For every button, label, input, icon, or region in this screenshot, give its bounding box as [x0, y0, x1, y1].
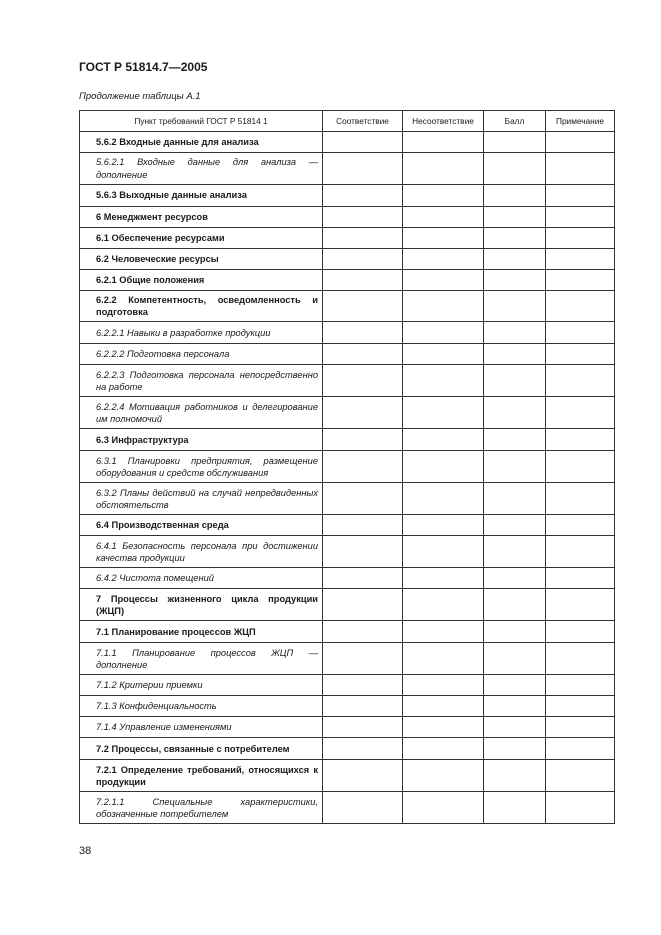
table-row [80, 322, 615, 344]
note-cell [546, 132, 615, 153]
score-cell [484, 696, 546, 717]
requirement-cell: 7 Процессы жизненного цикла продукции (ЖЦП) [80, 589, 323, 621]
compliance-cell [323, 429, 403, 451]
requirement-cell: 7.1.4 Управление изменениями [80, 717, 323, 738]
score-cell [484, 249, 546, 270]
noncompliance-cell [403, 515, 484, 536]
table-row [80, 397, 615, 429]
requirement-cell: 7.2 Процессы, связанные с потребителем [80, 738, 323, 760]
requirement-cell: 5.6.2.1 Входные данные для анализа — дополнение [80, 153, 323, 185]
note-cell [546, 675, 615, 696]
noncompliance-cell [403, 717, 484, 738]
note-cell [546, 185, 615, 207]
noncompliance-cell [403, 291, 484, 322]
note-cell [546, 365, 615, 397]
compliance-cell [323, 536, 403, 568]
score-cell [484, 738, 546, 760]
note-cell [546, 717, 615, 738]
table-row [80, 738, 615, 760]
noncompliance-cell [403, 365, 484, 397]
score-cell [484, 365, 546, 397]
note-cell [546, 792, 615, 824]
requirement-cell: 6.2.1 Общие положения [80, 270, 323, 291]
table-row [80, 717, 615, 738]
note-cell [546, 760, 615, 792]
noncompliance-cell [403, 270, 484, 291]
noncompliance-cell [403, 207, 484, 228]
requirement-cell: 7.1.3 Конфиденциальность [80, 696, 323, 717]
score-cell [484, 291, 546, 322]
noncompliance-cell [403, 696, 484, 717]
table-row [80, 792, 615, 824]
score-cell [484, 717, 546, 738]
compliance-cell [323, 207, 403, 228]
note-cell [546, 429, 615, 451]
noncompliance-cell [403, 132, 484, 153]
requirement-cell: 6.3.1 Планировки предприятия, размещение оборудования и средств обслуживания [80, 451, 323, 483]
score-cell [484, 621, 546, 643]
score-cell [484, 792, 546, 824]
requirements-table [79, 110, 615, 824]
score-cell [484, 207, 546, 228]
score-cell [484, 429, 546, 451]
table-row [80, 291, 615, 322]
table-row [80, 515, 615, 536]
score-cell [484, 483, 546, 515]
noncompliance-cell [403, 792, 484, 824]
table-row [80, 207, 615, 228]
noncompliance-cell [403, 621, 484, 643]
score-cell [484, 515, 546, 536]
note-cell [546, 568, 615, 589]
compliance-cell [323, 483, 403, 515]
table-row [80, 451, 615, 483]
noncompliance-cell [403, 397, 484, 429]
table-row [80, 270, 615, 291]
score-cell [484, 397, 546, 429]
compliance-cell [323, 153, 403, 185]
noncompliance-cell [403, 536, 484, 568]
table-row [80, 153, 615, 185]
compliance-cell [323, 643, 403, 675]
page-number: 38 [79, 845, 92, 857]
requirement-cell: 6.3.2 Планы действий на случай непредвиденных обстоятельств [80, 483, 323, 515]
requirement-cell: 7.1.1 Планирование процессов ЖЦП — дополнение [80, 643, 323, 675]
compliance-cell [323, 344, 403, 365]
compliance-cell [323, 760, 403, 792]
requirement-cell: 7.1 Планирование процессов ЖЦП [80, 621, 323, 643]
compliance-cell [323, 717, 403, 738]
noncompliance-cell [403, 185, 484, 207]
compliance-cell [323, 270, 403, 291]
requirement-cell: 6.2.2.3 Подготовка персонала непосредственно на работе [80, 365, 323, 397]
table-row [80, 696, 615, 717]
note-cell [546, 621, 615, 643]
requirement-cell: 6.1 Обеспечение ресурсами [80, 228, 323, 249]
score-cell [484, 132, 546, 153]
requirement-cell: 6.2.2.1 Навыки в разработке продукции [80, 322, 323, 344]
table-body [80, 132, 615, 824]
compliance-cell [323, 451, 403, 483]
noncompliance-cell [403, 568, 484, 589]
compliance-cell [323, 132, 403, 153]
requirement-cell: 7.2.1 Определение требований, относящихся к продукции [80, 760, 323, 792]
requirement-cell: 6 Менеджмент ресурсов [80, 207, 323, 228]
compliance-cell [323, 696, 403, 717]
noncompliance-cell [403, 675, 484, 696]
note-cell [546, 291, 615, 322]
note-cell [546, 483, 615, 515]
requirement-cell: 6.2 Человеческие ресурсы [80, 249, 323, 270]
compliance-cell [323, 675, 403, 696]
compliance-cell [323, 397, 403, 429]
compliance-cell [323, 365, 403, 397]
note-cell [546, 536, 615, 568]
table-row [80, 132, 615, 153]
requirement-cell: 6.4.2 Чистота помещений [80, 568, 323, 589]
score-cell [484, 589, 546, 621]
score-cell [484, 536, 546, 568]
table-row [80, 589, 615, 621]
note-cell [546, 228, 615, 249]
requirement-cell: 6.2.2 Компетентность, осведомленность и подготовка [80, 291, 323, 322]
column-header-score: Балл [484, 111, 546, 132]
note-cell [546, 153, 615, 185]
table-caption: Продолжение таблицы А.1 [79, 91, 201, 102]
table-row [80, 249, 615, 270]
table-row [80, 536, 615, 568]
requirement-cell: 7.2.1.1 Специальные характеристики, обозначенные потребителем [80, 792, 323, 824]
requirement-cell: 6.2.2.2 Подготовка персонала [80, 344, 323, 365]
compliance-cell [323, 792, 403, 824]
requirement-cell: 7.1.2 Критерии приемки [80, 675, 323, 696]
table-row [80, 185, 615, 207]
noncompliance-cell [403, 589, 484, 621]
requirement-cell: 6.2.2.4 Мотивация работников и делегирование им полномочий [80, 397, 323, 429]
noncompliance-cell [403, 483, 484, 515]
table-row [80, 344, 615, 365]
noncompliance-cell [403, 153, 484, 185]
compliance-cell [323, 568, 403, 589]
noncompliance-cell [403, 429, 484, 451]
requirement-cell: 6.4 Производственная среда [80, 515, 323, 536]
compliance-cell [323, 738, 403, 760]
note-cell [546, 589, 615, 621]
compliance-cell [323, 322, 403, 344]
table-row [80, 228, 615, 249]
noncompliance-cell [403, 322, 484, 344]
table-row [80, 621, 615, 643]
table-row [80, 483, 615, 515]
table-header-row [80, 111, 615, 132]
compliance-cell [323, 515, 403, 536]
note-cell [546, 643, 615, 675]
note-cell [546, 451, 615, 483]
note-cell [546, 696, 615, 717]
table-row [80, 675, 615, 696]
noncompliance-cell [403, 249, 484, 270]
score-cell [484, 322, 546, 344]
score-cell [484, 270, 546, 291]
requirement-cell: 6.3 Инфраструктура [80, 429, 323, 451]
document-header: ГОСТ Р 51814.7—2005 [79, 60, 208, 74]
noncompliance-cell [403, 228, 484, 249]
column-header-noncompliance: Несоответствие [403, 111, 484, 132]
requirement-cell: 5.6.3 Выходные данные анализа [80, 185, 323, 207]
note-cell [546, 207, 615, 228]
requirement-cell: 5.6.2 Входные данные для анализа [80, 132, 323, 153]
noncompliance-cell [403, 643, 484, 675]
noncompliance-cell [403, 738, 484, 760]
note-cell [546, 515, 615, 536]
score-cell [484, 568, 546, 589]
noncompliance-cell [403, 451, 484, 483]
score-cell [484, 228, 546, 249]
note-cell [546, 397, 615, 429]
compliance-cell [323, 291, 403, 322]
score-cell [484, 451, 546, 483]
table-row [80, 643, 615, 675]
note-cell [546, 344, 615, 365]
score-cell [484, 185, 546, 207]
score-cell [484, 344, 546, 365]
table-row [80, 365, 615, 397]
compliance-cell [323, 621, 403, 643]
note-cell [546, 270, 615, 291]
column-header-note: Примечание [546, 111, 615, 132]
compliance-cell [323, 249, 403, 270]
score-cell [484, 643, 546, 675]
note-cell [546, 322, 615, 344]
requirement-cell: 6.4.1 Безопасность персонала при достижении качества продукции [80, 536, 323, 568]
score-cell [484, 153, 546, 185]
noncompliance-cell [403, 760, 484, 792]
table-row [80, 568, 615, 589]
compliance-cell [323, 185, 403, 207]
table-row [80, 429, 615, 451]
column-header-compliance: Соответствие [323, 111, 403, 132]
score-cell [484, 675, 546, 696]
compliance-cell [323, 228, 403, 249]
noncompliance-cell [403, 344, 484, 365]
note-cell [546, 249, 615, 270]
column-header-requirement: Пункт требований ГОСТ Р 51814 1 [80, 111, 323, 132]
table-row [80, 760, 615, 792]
score-cell [484, 760, 546, 792]
note-cell [546, 738, 615, 760]
compliance-cell [323, 589, 403, 621]
